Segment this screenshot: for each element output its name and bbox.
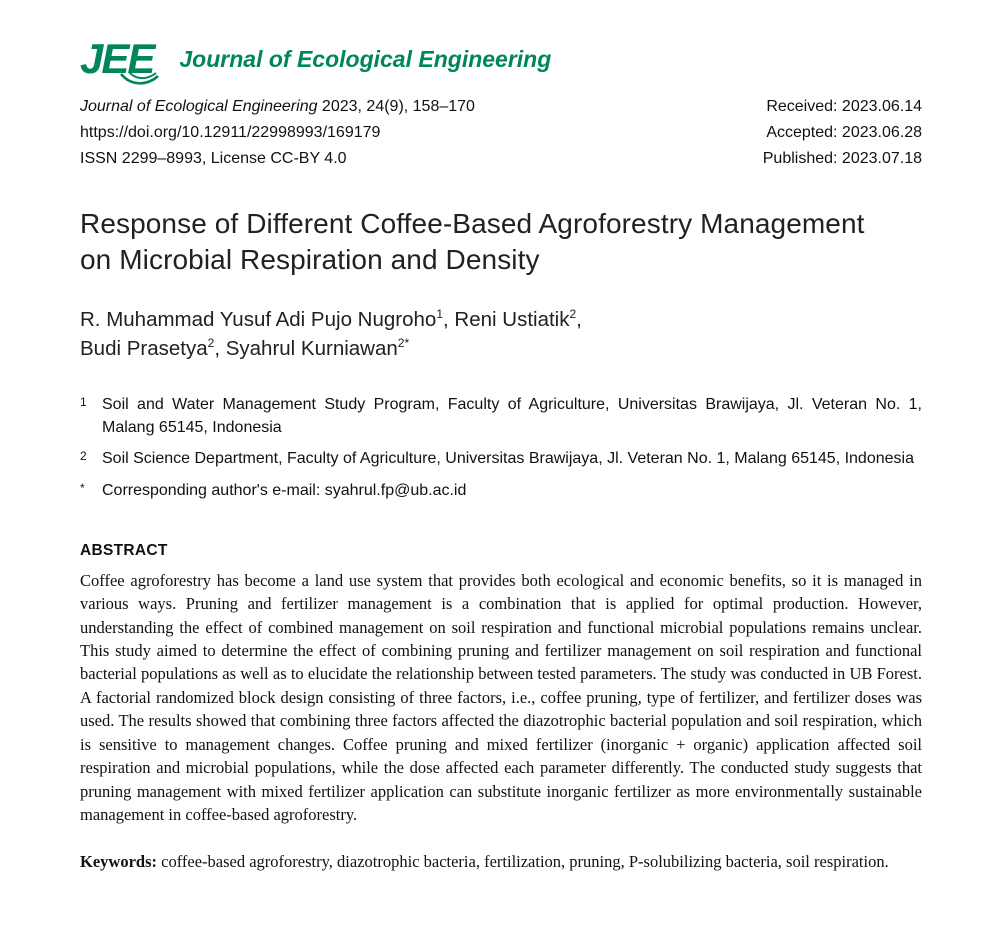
affiliation-marker: 2 [80,449,87,464]
author-separator: , [443,307,449,331]
correspondence-label: Corresponding author's e-mail: [102,481,325,499]
author-affmark: 2* [397,336,410,351]
affiliation-text: Soil and Water Management Study Program, Faculty of Agriculture, Universitas Brawijaya, Jl. Veteran No. 1, Malang 65145, Indonesia [102,396,922,437]
correspondence-marker: * [80,480,85,495]
affiliation-text: Soil Science Department, Faculty of Agriculture, Universitas Brawijaya, Jl. Veteran No. 1, Malang 65145, Indonesia [102,450,914,468]
authors-block [80,305,922,363]
doi-link[interactable]: https://doi.org/10.12911/22998993/169179 [80,124,381,141]
logo-text: JEE [80,35,154,82]
author-name: Budi Prasetya [80,336,208,360]
author-name: Syahrul Kurniawan [225,336,398,360]
correspondence-text [102,479,466,502]
authors-line-1 [80,305,922,334]
journal-header [80,35,922,82]
keywords-label: Keywords: [80,852,157,872]
meta-block [80,94,922,172]
citation-block [80,94,475,172]
keywords-block [80,850,922,873]
journal-name: Journal of Ecological Engineering [179,45,552,72]
published-date: Published: 2023.07.18 [762,150,922,167]
affiliation-marker: 1 [80,395,87,409]
author-separator: , [214,336,221,360]
affiliation-1 [80,393,922,439]
abstract-heading: ABSTRACT [80,541,168,559]
citation-rest: 2023, 24(9), 158–170 [317,98,475,115]
issn-license: ISSN 2299–8993, License CC-BY 4.0 [80,150,347,167]
citation-journal: Journal of Ecological Engineering [80,98,318,115]
email-link[interactable]: syahrul.fp@ub.ac.id [324,481,467,499]
author-affmark: 2 [207,336,215,351]
author-affmark: 1 [436,306,443,321]
author-name: Reni Ustiatik [454,307,570,331]
affiliation-2 [80,447,922,470]
author-affmark: 2 [569,306,577,321]
logo-swoosh-icon [119,71,159,87]
received-date: Received: 2023.06.14 [766,98,922,115]
author-separator: , [576,307,582,331]
page-title [80,206,922,279]
title-line-1: Response of Different Coffee-Based Agroforestry Management [80,208,865,239]
authors-line-2 [80,334,922,363]
keywords-text: coffee-based agroforestry, diazotrophic bacteria, fertilization, pruning, P-solubilizing bacteria, soil respiration. [157,852,889,872]
citation-line [80,94,475,120]
journal-logo [80,35,154,82]
accepted-date: Accepted: 2023.06.28 [766,124,922,141]
title-line-2: on Microbial Respiration and Density [80,244,540,276]
affiliations-block [80,393,922,502]
correspondence-line [80,479,922,502]
abstract-body: Coffee agroforestry has become a land use system that provides both ecological and economic benefits, so it is managed in various ways. Pruning and fertilizer management is a combination that is applied for optimal production. However, understanding the effect of combined management on soil respiration and functional microbial populations remains unclear. This study aimed to determine the effect of combining pruning and fertilizer management on soil respiration and functional bacterial populations as well as to elucidate the relationship between tested parameters. The study was conducted in UB Forest. A factorial randomized block design consisting of three factors, i.e., coffee pruning, type of fertilizer, and fertilizer doses was used. The results showed that combining three factors affected the diazotrophic bacterial population and soil respiration, which is sensitive to management changes. Coffee pruning and mixed fertilizer (inorganic + organic) application affected soil respiration and microbial populations, while the dose affected each parameter differently. The conducted study suggests that pruning management with mixed fertilizer application can substitute inorganic fertilizer as more environmentally sustainable management in coffee-based agroforestry. [80,570,922,824]
dates-block [763,94,922,172]
author-name: R. Muhammad Yusuf Adi Pujo Nugroho [80,307,437,331]
